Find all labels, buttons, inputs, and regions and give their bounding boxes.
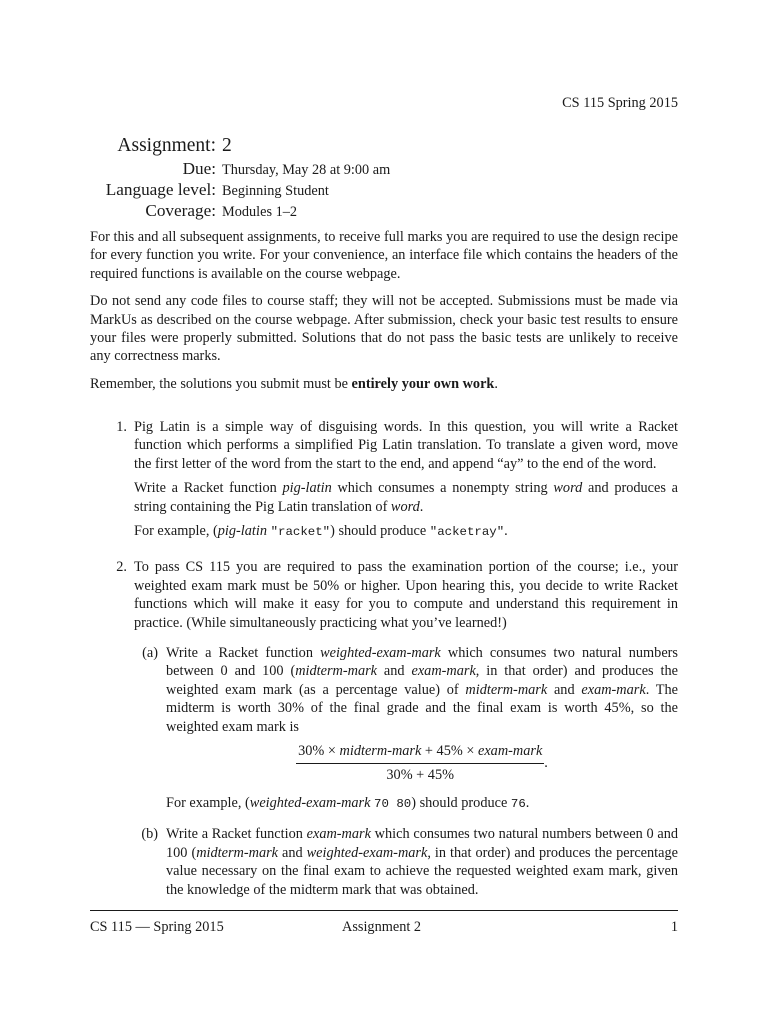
question-2b-task <box>166 825 678 899</box>
task-text: which consumes a nonempty string <box>331 480 554 497</box>
question-number: 2. <box>116 559 127 576</box>
language-label: Language level: <box>105 180 216 199</box>
footer-assignment: Assignment 2 <box>342 919 422 935</box>
example-argument: 70 80 <box>374 796 412 811</box>
function-name: pig-latin <box>282 480 332 497</box>
parameter-name: exam-mark <box>411 663 476 680</box>
example-result: 76 <box>510 796 526 811</box>
function-name: weighted-exam-mark <box>249 794 371 811</box>
due-value: Thursday, May 28 at 9:00 am <box>222 162 391 178</box>
example-text: . <box>525 794 530 811</box>
intro-paragraph-submission: Do not send any code files to course staff; they will not be accepted. Submissions must be made via MarkUs as described on the course webpage. After submission, check your basic test results to ensure your files were properly submitted. Solutions that do not pass the basic tests are unlikely to receive any correctness marks. <box>90 293 678 365</box>
formula-fraction <box>296 742 544 784</box>
page-footer <box>90 918 678 936</box>
question-2-intro: To pass CS 115 you are required to pass the examination portion of the course; i.e., your weighted exam mark must be 50% or higher. Upon hearing this, you decide to write Racket functions which will make it easy for you to compute and understand this requirement in practice. (While simultaneously practicing what you’ve learned!) <box>134 559 678 631</box>
task-text: . <box>419 498 424 515</box>
example-result: "acketray" <box>429 525 505 540</box>
assignment-meta <box>90 134 678 222</box>
coverage-label: Coverage: <box>145 201 216 220</box>
task-text: and produces a string containing the Pig Latin translation of <box>134 480 678 515</box>
question-2a <box>90 644 678 819</box>
task-text: and <box>377 663 412 680</box>
example-text: . <box>504 523 508 540</box>
question-2a-task <box>166 644 678 736</box>
question-2b <box>90 825 678 905</box>
question-number: 1. <box>116 419 127 435</box>
language-row <box>90 180 678 201</box>
formula-variable: midterm-mark <box>339 743 422 760</box>
task-text: which consumes two natural numbers between 0 and 100 ( <box>166 645 678 680</box>
formula-period: . <box>544 754 548 771</box>
task-text: , in that order) and produces the percentage value necessary on the final exam to achieve the requested weighted exam mark, given the knowledge of the midterm mark that was obtained. <box>166 844 678 898</box>
question-1 <box>90 418 678 547</box>
function-name: exam-mark <box>306 826 371 843</box>
example-argument: "racket" <box>270 525 331 540</box>
assignment-label: Assignment: <box>117 135 216 156</box>
footer-page-number: 1 <box>670 919 678 935</box>
question-body <box>127 418 678 547</box>
question-1-intro: Pig Latin is a simple way of disguising words. In this question, you will write a Racket function which performs a simplified Pig Latin translation. To translate a given word, move the first letter of the word from the start to the end, and append “ay” to the end of the word. <box>134 419 678 472</box>
assignment-number: 2 <box>222 135 232 156</box>
due-label: Due: <box>182 159 216 178</box>
formula-numerator <box>296 742 544 763</box>
function-name: pig-latin <box>217 523 268 540</box>
assignment-row <box>90 134 678 158</box>
parameter-name: word <box>553 480 583 497</box>
parameter-name: word <box>390 498 420 515</box>
formula-term: + 45% × <box>421 743 478 760</box>
subquestion-label: (b) <box>141 826 158 843</box>
intro-paragraph-own-work <box>90 375 678 393</box>
question-1-example <box>134 522 678 541</box>
subquestion-body <box>166 644 678 819</box>
parameter-name: exam-mark <box>581 681 646 698</box>
document-page <box>90 0 678 1024</box>
parameter-name: midterm-mark <box>295 663 378 680</box>
question-body <box>127 558 678 905</box>
footer-course: CS 115 — Spring 2015 <box>90 919 224 935</box>
subquestion-label: (a) <box>142 645 158 662</box>
intro-paragraph-design-recipe: For this and all subsequent assignments, to receive full marks you are required to use the design recipe for every function you write. For your convenience, an interface file which contains the headers of the required functions is available on the course webpage. <box>90 229 678 282</box>
header-course-term: CS 115 Spring 2015 <box>562 95 678 111</box>
task-text: Write a Racket function <box>134 480 283 497</box>
footer-rule <box>90 910 678 911</box>
parameter-name: weighted-exam-mark <box>306 844 428 861</box>
subquestion-body <box>166 825 678 905</box>
formula-variable: exam-mark <box>477 743 543 760</box>
task-text: . The midterm is worth 30% of the final grade and the final exam is worth 45%, so the weighted exam mark is <box>166 681 678 735</box>
example-text: For example, ( <box>134 523 218 540</box>
due-row <box>90 159 678 180</box>
task-text: Write a Racket function <box>166 645 321 662</box>
example-text: For example, ( <box>166 794 250 811</box>
parameter-name: midterm-mark <box>196 844 278 861</box>
function-name: weighted-exam-mark <box>320 645 441 662</box>
language-value: Beginning Student <box>222 183 329 199</box>
example-text: ) should produce <box>330 523 430 540</box>
own-work-text: Remember, the solutions you submit must be <box>90 375 352 392</box>
task-text: and <box>278 844 307 861</box>
task-text: and <box>547 681 582 698</box>
question-2 <box>90 558 678 905</box>
example-text: ) should produce <box>411 794 511 811</box>
coverage-row <box>90 201 678 222</box>
intro-section <box>90 228 678 402</box>
weighted-mark-formula <box>166 742 678 784</box>
parameter-name: midterm-mark <box>465 681 548 698</box>
task-text: which consumes two natural numbers between 0 and 100 ( <box>166 826 678 861</box>
task-text: Write a Racket function <box>166 826 307 843</box>
formula-term: 30% × <box>298 743 340 760</box>
own-work-period: . <box>494 375 498 392</box>
question-list <box>90 418 678 916</box>
coverage-value: Modules 1–2 <box>222 204 298 220</box>
question-2a-example <box>166 794 678 813</box>
question-1-task <box>134 479 678 516</box>
own-work-emphasis: entirely your own work <box>351 375 495 392</box>
task-text: , in that order) and produces the weighted exam mark (as a percentage value) of <box>166 663 678 698</box>
formula-denominator: 30% + 45% <box>386 766 455 783</box>
